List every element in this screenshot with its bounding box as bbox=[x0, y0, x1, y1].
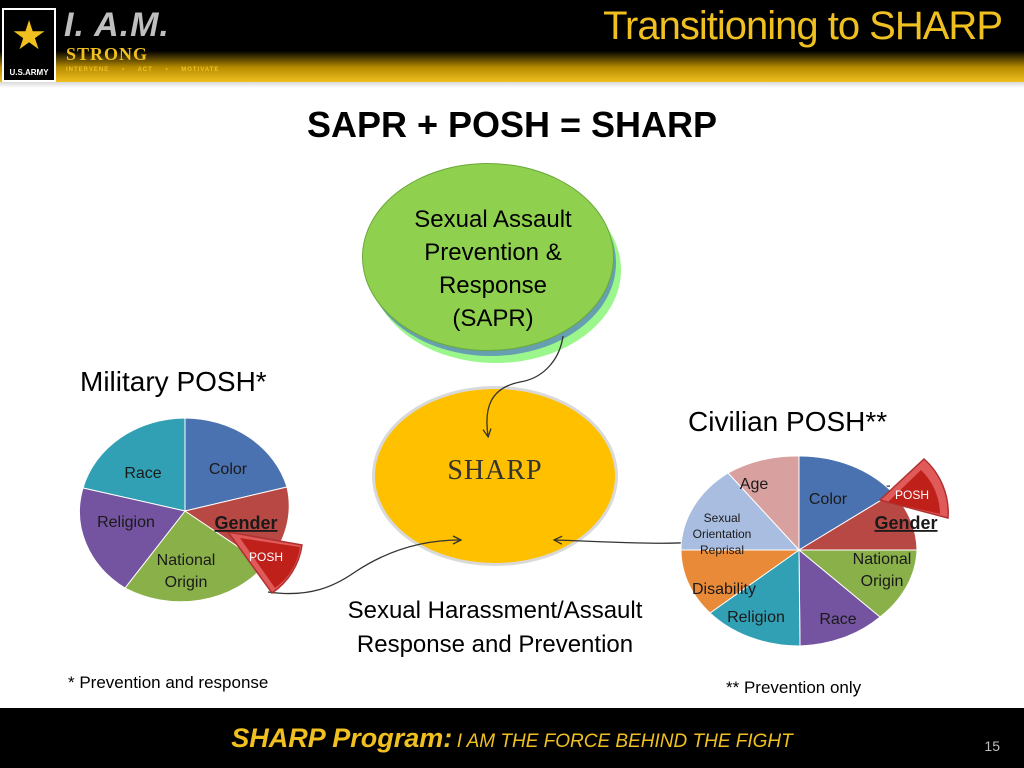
sharp-caption-line-2: Response and Prevention bbox=[356, 631, 634, 658]
civilian-label-orientation-2: Orientation bbox=[692, 527, 752, 541]
civilian-label-color: Color bbox=[808, 491, 848, 508]
military-label-race: Race bbox=[124, 465, 162, 482]
civilian-label-age: Age bbox=[739, 476, 769, 493]
civilian-pie bbox=[681, 456, 948, 646]
civilian-wedge-label: POSH bbox=[894, 488, 930, 502]
civilian-label-gender: Gender bbox=[874, 513, 938, 533]
equation-heading: SAPR + POSH = SHARP bbox=[306, 104, 718, 145]
military-label-national-origin-1: National bbox=[156, 552, 216, 569]
military-posh-title: Military POSH* bbox=[80, 366, 267, 397]
footer-motto: I AM THE FORCE BEHIND THE FIGHT bbox=[456, 731, 793, 752]
logo-caption: U.S.ARMY bbox=[9, 68, 49, 77]
civilian-posh-title: Civilian POSH** bbox=[688, 406, 888, 437]
civilian-label-race: Race bbox=[819, 611, 857, 628]
sapr-to-sharp-arrow bbox=[487, 336, 563, 436]
sapr-line-1: Sexual Assault bbox=[414, 206, 572, 233]
civilian-label-orientation-1: Sexual bbox=[703, 511, 741, 525]
military-footnote: * Prevention and response bbox=[68, 673, 269, 692]
military-label-religion: Religion bbox=[97, 514, 155, 531]
slide-title: Transitioning to SHARP bbox=[603, 4, 1002, 48]
sapr-line-4: (SAPR) bbox=[452, 305, 534, 332]
page-number: 15 bbox=[984, 738, 1000, 754]
sharp-caption-line-1: Sexual Harassment/Assault bbox=[347, 597, 643, 624]
star-icon: ★ bbox=[11, 13, 47, 59]
footer-title bbox=[0, 723, 1024, 754]
civilian-label-orientation-3: Reprisal bbox=[699, 543, 745, 557]
iam-brand: I. A.M. bbox=[64, 6, 170, 44]
brand-motto: INTERVENE • ACT • MOTIVATE bbox=[66, 67, 220, 73]
civilian-label-religion: Religion bbox=[727, 609, 785, 626]
military-label-gender: Gender bbox=[214, 513, 278, 533]
civilian-label-national-origin-1: National bbox=[852, 551, 912, 568]
civilian-label-disability: Disability bbox=[691, 581, 757, 598]
sapr-line-3: Response bbox=[438, 272, 548, 299]
military-pie bbox=[80, 418, 302, 602]
sapr-line-2: Prevention & bbox=[424, 239, 562, 266]
strong-brand: STRONG bbox=[66, 44, 149, 64]
civilian-label-national-origin-2: Origin bbox=[860, 573, 904, 590]
civilian-footnote: ** Prevention only bbox=[726, 678, 862, 697]
military-label-national-origin-2: Origin bbox=[164, 574, 208, 591]
military-label-color: Color bbox=[208, 461, 248, 478]
military-wedge-label: POSH bbox=[248, 550, 284, 564]
footer-program: SHARP Program: bbox=[231, 723, 453, 753]
sharp-circle-label: SHARP bbox=[447, 455, 543, 486]
